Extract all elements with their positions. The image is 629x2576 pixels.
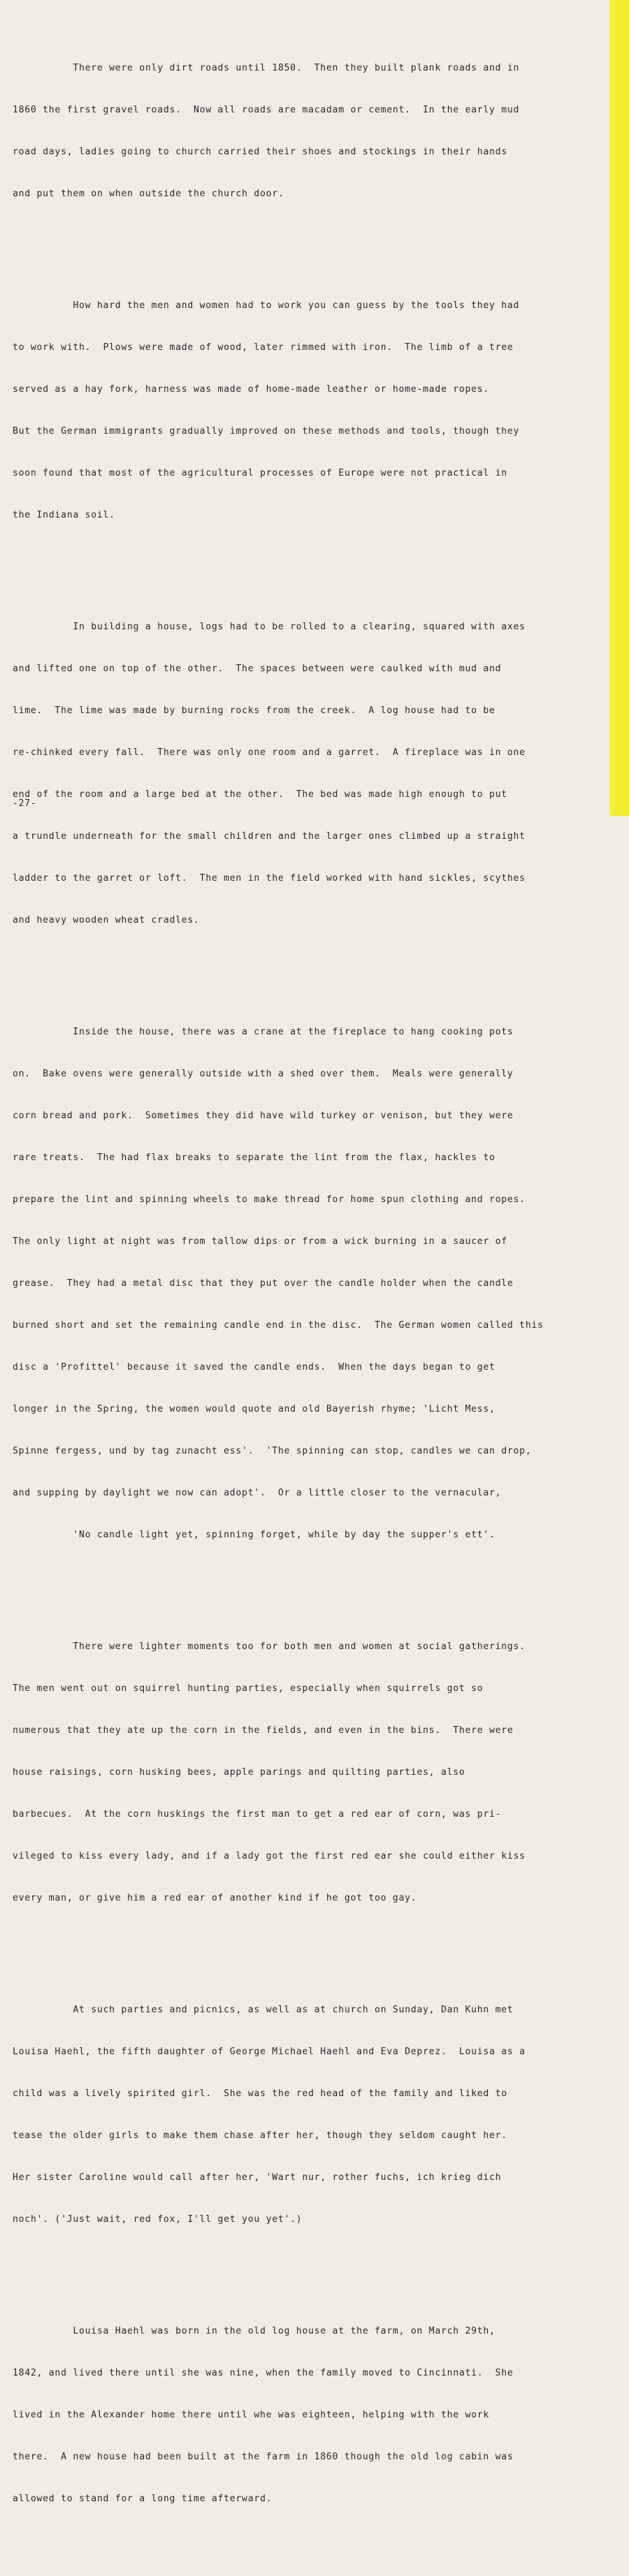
paragraph-roads	[13, 34, 607, 229]
text-line: tease the older girls to make them chase after her, though they seldom caught her.	[13, 2130, 507, 2141]
paragraph-social-gatherings	[13, 1612, 607, 1933]
text-line: Inside the house, there was a crane at the fireplace to hang cooking pots	[13, 1027, 514, 1037]
text-line: the Indiana soil.	[13, 510, 115, 520]
text-line: 1860 the first gravel roads. Now all roads are macadam or cement. In the early mud	[13, 105, 520, 115]
text-line: and lifted one on top of the other. The spaces between were caulked with mud and	[13, 664, 502, 674]
text-line: served as a hay fork, harness was made of home-made leather or home-made ropes.	[13, 384, 490, 395]
text-line: grease. They had a metal disc that they put over the candle holder when the candle	[13, 1278, 514, 1289]
yellow-edge-strip	[609, 0, 629, 816]
text-line: soon found that most of the agricultural processes of Europe were not practical in	[13, 468, 507, 478]
text-line: a trundle underneath for the small children and the larger ones climbed up a straight	[13, 831, 526, 842]
paragraph-log-house	[13, 592, 607, 956]
text-line: There were only dirt roads until 1850. Then they built plank roads and in	[13, 63, 520, 73]
text-line: barbecues. At the corn huskings the first man to get a red ear of corn, was pri-	[13, 1809, 502, 1820]
text-line: noch'. ('Just wait, red fox, I'll get you yet'.)	[13, 2214, 303, 2225]
text-line: 1842, and lived there until she was nine, when the family moved to Cincinnati. She	[13, 2368, 514, 2378]
text-line: rare treats. The had flax breaks to separate the lint from the flax, hackles to	[13, 1152, 496, 1163]
text-line: prepare the lint and spinning wheels to make thread for home spun clothing and ropes.	[13, 1194, 526, 1205]
text-line: numerous that they ate up the corn in the fields, and even in the bins. There were	[13, 1725, 514, 1736]
text-line: burned short and set the remaining candle end in the disc. The German women called this	[13, 1320, 544, 1331]
text-line: disc a 'Profittel' because it saved the candle ends. When the days began to get	[13, 1362, 496, 1373]
text-line: longer in the Spring, the women would quote and old Bayerish rhyme; 'Licht Mess,	[13, 1404, 496, 1414]
text-line: How hard the men and women had to work you can guess by the tools they had	[13, 300, 520, 311]
text-line: to work with. Plows were made of wood, later rimmed with iron. The limb of a tree	[13, 342, 514, 353]
text-line: every man, or give him a red ear of another kind if he got too gay.	[13, 1893, 417, 1903]
text-line: and heavy wooden wheat cradles.	[13, 915, 200, 925]
text-line: ladder to the garret or loft. The men in the field worked with hand sickles, scythes	[13, 873, 526, 884]
page-number: -27-	[13, 798, 37, 809]
text-line: and put them on when outside the church door.	[13, 189, 284, 199]
text-line: The only light at night was from tallow dips or from a wick burning in a saucer of	[13, 1236, 507, 1247]
text-line: on. Bake ovens were generally outside with a shed over them. Meals were generally	[13, 1069, 514, 1079]
text-line: there. A new house had been built at the farm in 1860 though the old log cabin was	[13, 2452, 514, 2462]
body-text	[13, 6, 607, 2576]
text-line: Her sister Caroline would call after her, 'Wart nur, rother fuchs, ich krieg dich	[13, 2172, 502, 2183]
text-line: vileged to kiss every lady, and if a lady got the first red ear she could either kiss	[13, 1851, 526, 1861]
text-line: At such parties and picnics, as well as at church on Sunday, Dan Kuhn met	[13, 2005, 514, 2015]
paragraph-tools	[13, 271, 607, 550]
paragraph-parties-picnics	[13, 1975, 607, 2255]
text-line: lived in the Alexander home there until whe was eighteen, helping with the work	[13, 2410, 490, 2420]
text-line: But the German immigrants gradually improved on these methods and tools, though they	[13, 426, 520, 437]
paragraph-louisa-haehl	[13, 2297, 607, 2534]
text-line: house raisings, corn husking bees, apple parings and quilting parties, also	[13, 1767, 465, 1778]
text-line: re-chinked every fall. There was only one room and a garret. A fireplace was in one	[13, 747, 526, 758]
text-line: Spinne fergess, und by tag zunacht ess'. 'The spinning can stop, candles we can drop,	[13, 1446, 532, 1456]
text-line: allowed to stand for a long time afterward.	[13, 2494, 273, 2504]
paragraph-inside-house	[13, 997, 607, 1570]
text-line: There were lighter moments too for both men and women at social gatherings.	[13, 1641, 526, 1652]
text-line: child was a lively spirited girl. She was the red head of the family and liked to	[13, 2088, 507, 2099]
text-line: road days, ladies going to church carried their shoes and stockings in their hands	[13, 147, 507, 157]
text-line: lime. The lime was made by burning rocks from the creek. A log house had to be	[13, 705, 496, 716]
text-line: and supping by daylight we now can adopt'. Or a little closer to the vernacular,	[13, 1488, 502, 1498]
text-line: The men went out on squirrel hunting parties, especially when squirrels got so	[13, 1683, 484, 1694]
text-line: Louisa Haehl, the fifth daughter of George Michael Haehl and Eva Deprez. Louisa as a	[13, 2047, 526, 2057]
text-line: Louisa Haehl was born in the old log house at the farm, on March 29th,	[13, 2326, 496, 2336]
text-line: corn bread and pork. Sometimes they did have wild turkey or venison, but they were	[13, 1111, 514, 1121]
text-line: end of the room and a large bed at the other. The bed was made high enough to put	[13, 789, 507, 800]
text-line: 'No candle light yet, spinning forget, while by day the supper's ett'.	[13, 1530, 496, 1540]
text-line: In building a house, logs had to be rolled to a clearing, squared with axes	[13, 622, 526, 632]
